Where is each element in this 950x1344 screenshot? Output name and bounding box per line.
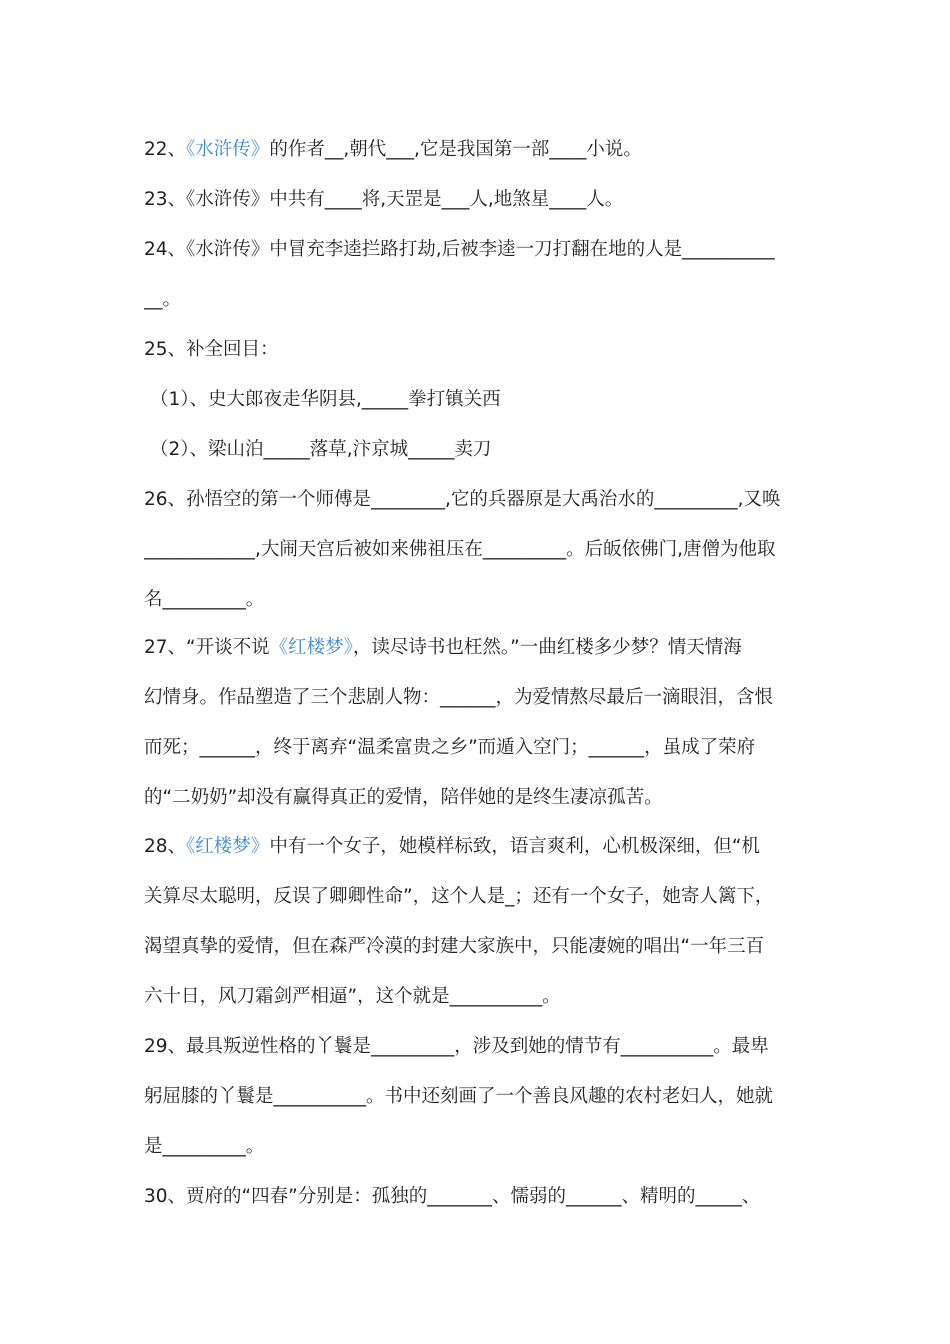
question-26-line: 26、孙悟空的第一个师傅是________,它的兵器原是大禹治水的_________,又唤 xyxy=(144,489,781,510)
question-29-continuation-2: 是_________。 xyxy=(144,1136,265,1157)
question-22-line xyxy=(144,138,809,162)
question-28-number: 28、 xyxy=(144,836,187,857)
question-22-text: 的作者__,朝代___,它是我国第一部____小说。 xyxy=(269,139,642,160)
question-22-number: 22、 xyxy=(144,139,187,160)
shuihuzhuan-link[interactable]: 《水浒传》 xyxy=(186,139,270,160)
question-26-continuation-2: 名_________。 xyxy=(144,589,265,610)
question-24-line: 24、《水浒传》中冒充李逵拦路打劫,后被李逵一刀打翻在地的人是__________ xyxy=(144,239,775,260)
question-30-line: 30、贾府的“四春”分别是：孤独的_______、懦弱的______、精明的_____、 xyxy=(144,1186,761,1207)
question-25-item-2: （2）、梁山泊_____落草,汴京城_____卖刀 xyxy=(150,439,492,460)
question-24-continuation: __。 xyxy=(144,289,182,310)
question-28-continuation-3: 六十日，风刀霜剑严相逼”，这个就是__________。 xyxy=(144,986,561,1007)
question-29-line: 29、最具叛逆性格的丫鬟是_________，涉及到她的情节有__________。最卑 xyxy=(144,1036,769,1057)
question-28-line xyxy=(144,835,809,859)
question-26-continuation-1: ____________,大闹天宫后被如来佛祖压在_________。后皈依佛门,唐僧为他取 xyxy=(144,539,776,560)
question-27-continuation-1: 幻情身。作品塑造了三个悲剧人物：______，为爱情熬尽最后一滴眼泪，含恨 xyxy=(144,687,774,708)
question-27-prefix: 27、“开谈不说 xyxy=(144,637,270,658)
question-25-item-1: （1）、史大郎夜走华阴县,_____拳打镇关西 xyxy=(150,389,501,410)
question-25-line: 25、补全回目： xyxy=(144,339,279,360)
question-29-continuation-1: 躬屈膝的丫鬟是__________。书中还刻画了一个善良风趣的农村老妇人，她就 xyxy=(144,1086,774,1107)
question-28-continuation-1: 关算尽太聪明，反误了卿卿性命”，这个人是_；还有一个女子，她寄人篱下， xyxy=(144,886,774,907)
hongloumeng-link-1[interactable]: 《红楼梦》 xyxy=(269,637,353,658)
question-27-line xyxy=(144,636,809,660)
hongloumeng-link-2[interactable]: 《红楼梦》 xyxy=(186,836,270,857)
question-27-continuation-3: 的“二奶奶”却没有赢得真正的爱情，陪伴她的是终生凄凉孤苦。 xyxy=(144,787,663,808)
question-28-text: 中有一个女子，她模样标致，语言爽利，心机极深细，但“机 xyxy=(269,836,760,857)
question-28-continuation-2: 渴望真挚的爱情，但在森严冷漠的封建大家族中，只能凄婉的唱出“一年三百 xyxy=(144,936,765,957)
question-27-text: ，读尽诗书也枉然。”一曲红楼多少梦？情天情海 xyxy=(352,637,742,658)
question-23-line: 23、《水浒传》中共有____将,天罡是___人,地煞星____人。 xyxy=(144,189,624,210)
question-27-continuation-2: 而死；______，终于离弃“温柔富贵之乡”而遁入空门；______，虽成了荣府 xyxy=(144,737,756,758)
